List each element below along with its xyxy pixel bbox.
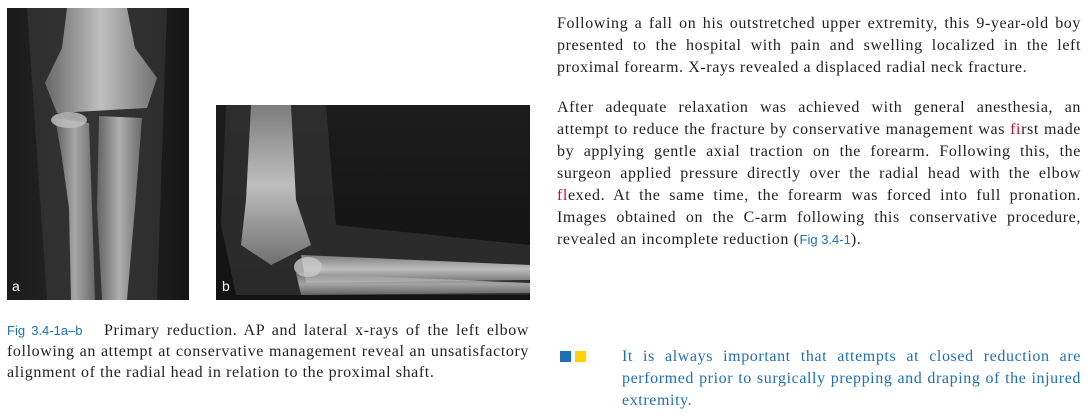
body-paragraph-1: Following a fall on his outstretched upper extremity, this 9-year-old boy presented to the hospital with pain and swelling localized in the left proximal forearm. X-rays revealed a displaced radial neck fracture. (557, 15, 1081, 76)
body-text-column (557, 13, 1081, 269)
figure-reference-link[interactable]: Fig 3.4-1 (799, 232, 851, 247)
body-paragraph-2 (557, 97, 1081, 251)
xray-ap-view (7, 8, 189, 300)
ligature-fi: fi (1010, 121, 1022, 138)
xray-ap-image (7, 8, 189, 300)
ligature-fl: fl (557, 187, 568, 204)
tip-text: It is always important that attempts at closed reduction are performed prior to surgically prepping and draping of the injured extremity. (622, 348, 1081, 409)
figure-caption-text: Primary reduction. AP and lateral x-rays of the left elbow following an attempt at conservative management reveal an unsatisfactory alignment of the radial head in relation to the proximal shaft. (7, 322, 529, 381)
body-p2-part-b: rst made by applying gentle axial traction on the forearm. Following this, the surgeon applied pressure directly over the radial head with the elbow (557, 121, 1081, 182)
tip-note (557, 346, 1081, 412)
panel-label-a: a (12, 278, 20, 294)
body-p2-part-c: exed. At the same time, the forearm was forced into full pronation. Images obtained on the C-arm following this conservative procedure, revealed an incomplete reduction ( (557, 187, 1081, 248)
panel-label-b: b (222, 278, 230, 294)
xray-lateral-view (216, 105, 530, 300)
body-p2-part-a: After adequate relaxation was achieved with general anesthesia, an attempt to reduce the fracture by conservative management was (557, 99, 1081, 138)
figure-caption-label: Fig 3.4-1a–b (7, 323, 83, 338)
yellow-square-icon (575, 351, 586, 362)
body-p2-part-d: ). (850, 231, 862, 248)
blue-square-icon (560, 351, 571, 362)
figure-caption (7, 320, 529, 383)
xray-lateral-image (216, 105, 530, 300)
